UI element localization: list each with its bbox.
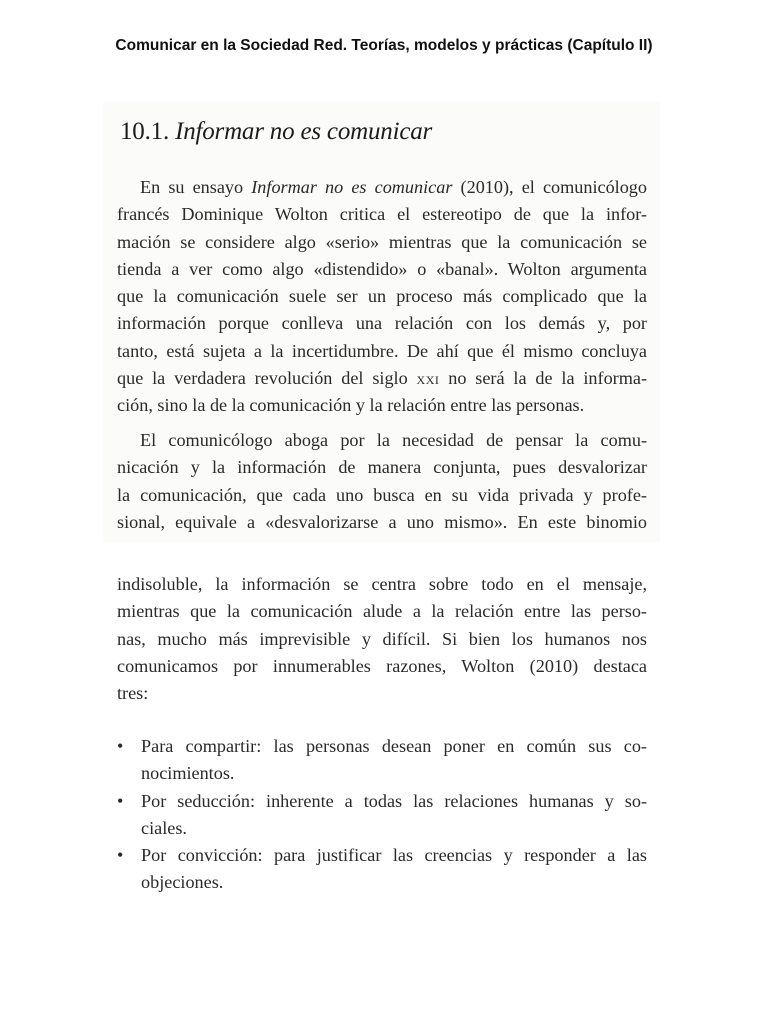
paragraph-line: la comunicación, que cada uno busca en su vida privada y profe- <box>117 484 647 505</box>
paragraph-line: francés Dominique Wolton critica el estereotipo de que la infor- <box>117 204 647 225</box>
paragraph-line: que la comunicación suele ser un proceso más complicado que la <box>117 286 647 306</box>
paragraph-1 <box>117 174 647 419</box>
bullet-list <box>117 733 647 897</box>
list-item <box>117 842 647 897</box>
list-item-line: nocimientos. <box>141 763 235 784</box>
paragraph-line: indisoluble, la información se centra sobre todo en el mensaje, <box>117 574 647 594</box>
paragraph-line: El comunicólogo aboga por la necesidad de pensar la comu- <box>140 430 647 450</box>
paragraph-3 <box>117 571 647 707</box>
list-item-line: ciales. <box>141 817 187 838</box>
section-title: Informar no es comunicar <box>175 118 433 145</box>
list-item-line: Para compartir: las personas desean poner en común sus co- <box>141 736 647 756</box>
bullet-icon: • <box>117 790 124 811</box>
paragraph-line: nas, mucho más imprevisible y difícil. Si bien los humanos nos <box>117 628 647 649</box>
list-item <box>117 788 647 843</box>
list-item <box>117 733 647 788</box>
list-item-line: Por convicción: para justificar las creencias y responder a las <box>141 845 647 865</box>
paragraph-line: tres: <box>117 683 149 703</box>
bullet-icon: • <box>117 845 124 865</box>
paragraph-line: comunicamos por innumerables razones, Wolton (2010) destaca <box>117 655 647 676</box>
section-heading <box>120 118 432 146</box>
paragraph-line: tanto, está sujeta a la incertidumbre. De ahí que él mismo concluya <box>117 340 647 361</box>
section-number: 10.1. <box>120 118 170 145</box>
paragraph-line: ción, sino la de la comunicación y la relación entre las personas. <box>117 395 585 415</box>
paragraph-line: En su ensayo Informar no es comunicar (2010), el comunicólogo <box>140 177 647 197</box>
paragraph-line: mación se considere algo «serio» mientras que la comunicación se <box>117 231 647 252</box>
list-item-line: Por seducción: inherente a todas las relaciones humanas y so- <box>141 790 647 811</box>
paragraph-line: que la verdadera revolución del siglo xxi no será la de la informa- <box>117 367 647 388</box>
paragraph-line: información porque conlleva una relación con los demás y, por <box>117 313 647 334</box>
list-item-line: objeciones. <box>141 872 224 893</box>
paragraph-line: mientras que la comunicación alude a la relación entre las perso- <box>117 601 647 622</box>
page-header: Comunicar en la Sociedad Red. Teorías, modelos y prácticas (Capítulo II) <box>115 37 653 54</box>
paragraph-2 <box>117 427 647 536</box>
paragraph-line: nicación y la información de manera conjunta, pues desvalorizar <box>117 457 647 478</box>
bullet-icon: • <box>117 736 124 756</box>
paragraph-line: tienda a ver como algo «distendido» o «banal». Wolton argumenta <box>117 258 647 279</box>
paragraph-line: sional, equivale a «desvalorizarse a uno mismo». En este binomio <box>117 511 647 532</box>
